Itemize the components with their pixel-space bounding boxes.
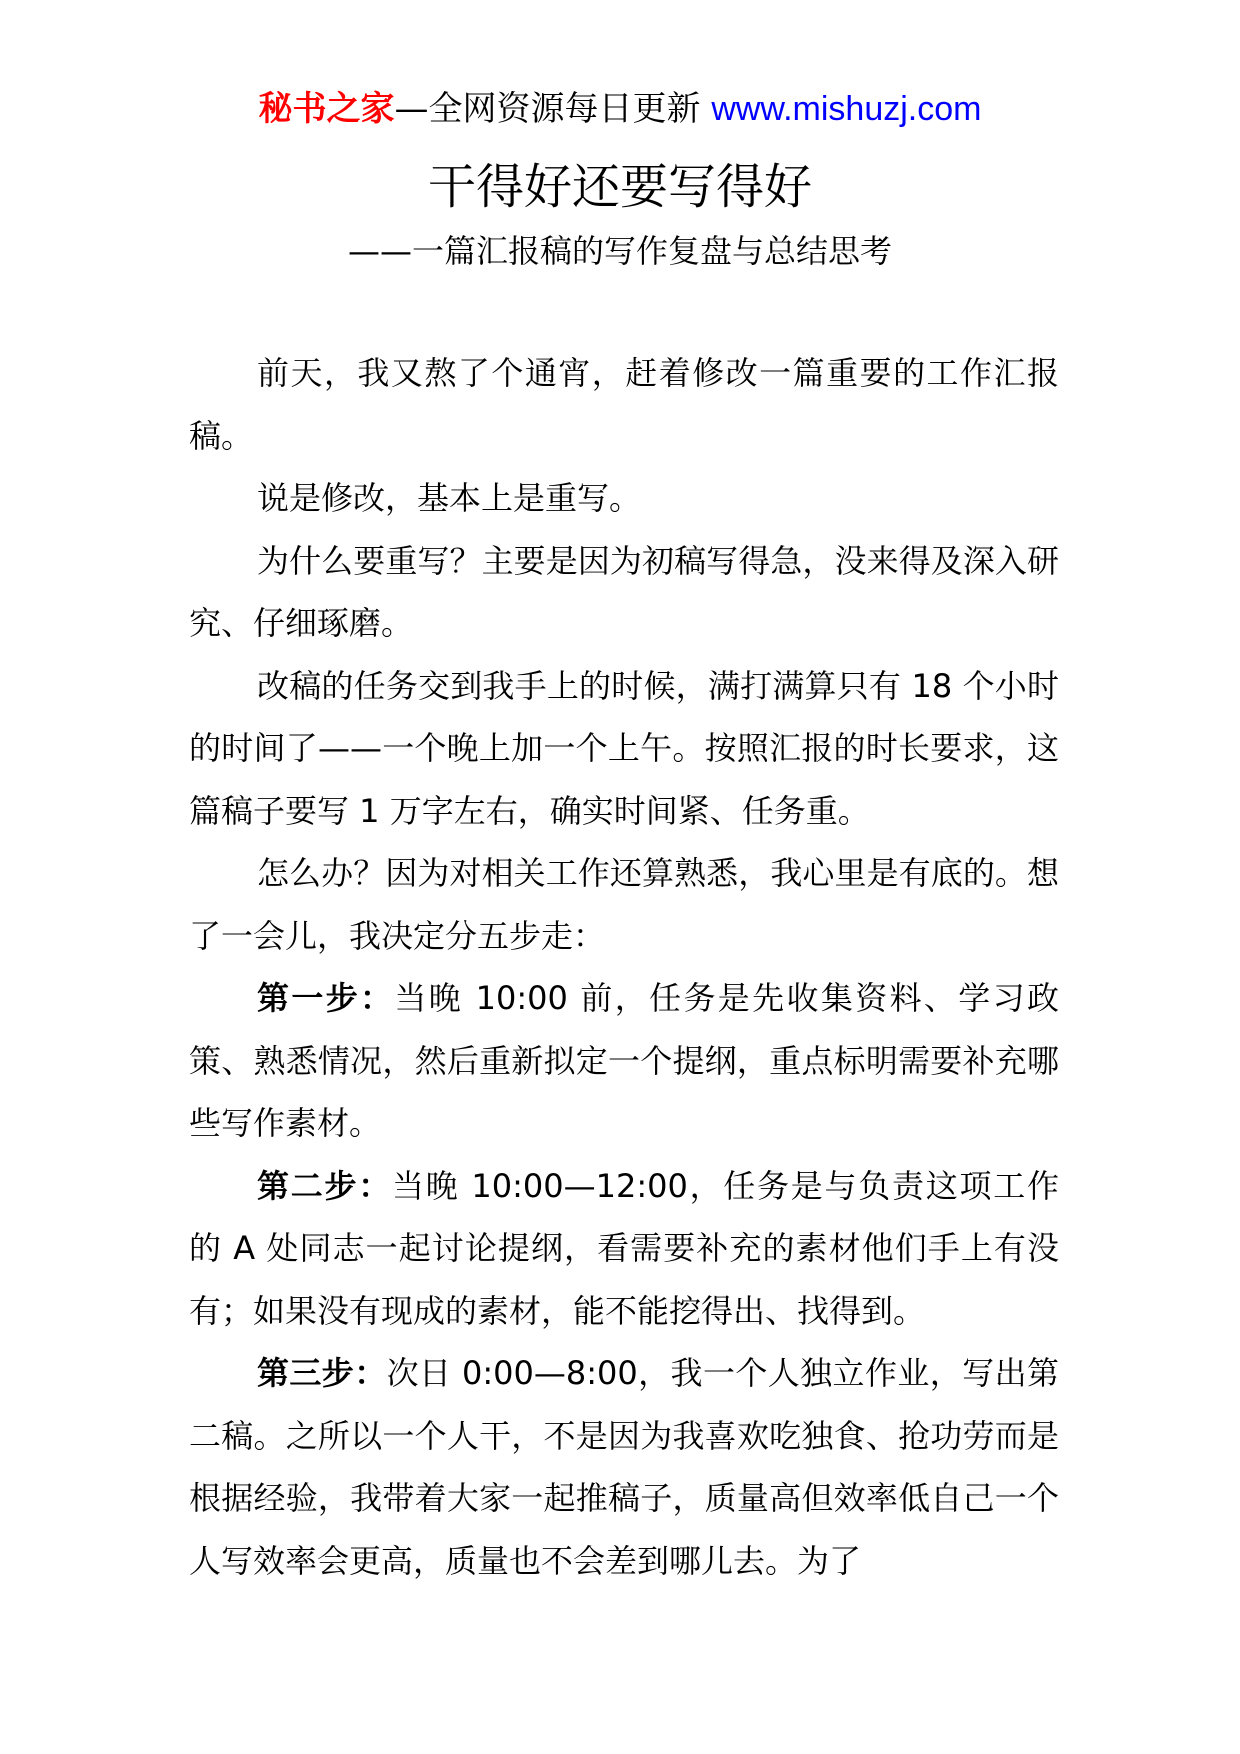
document-body — [189, 342, 1059, 1592]
step-label: 第三步： — [257, 1354, 387, 1392]
step-paragraph — [189, 1342, 1059, 1592]
step-text: 当晚 10:00 前，任务是先收集资料、学习政策、熟悉情况，然后重新拟定一个提纲，重点标明需要补充哪些写作素材。 — [189, 979, 1059, 1142]
paragraph: 怎么办？因为对相关工作还算熟悉，我心里是有底的。想了一会儿，我决定分五步走： — [189, 854, 1059, 955]
site-header — [0, 84, 1240, 134]
step-label: 第一步： — [257, 979, 395, 1017]
document-subtitle: ——一篇汇报稿的写作复盘与总结思考 — [347, 232, 892, 270]
step-text: 次日 0:00—8:00，我一个人独立作业，写出第二稿。之所以一个人干，不是因为我喜欢吃独食、抢功劳而是根据经验，我带着大家一起推稿子，质量高但效率低自己一个人写效率会更高，质量也不会差到哪儿去。为了 — [189, 1354, 1059, 1580]
step-text: 当晚 10:00—12:00，任务是与负责这项工作的 A 处同志一起讨论提纲，看需要补充的素材他们手上有没有；如果没有现成的素材，能不能挖得出、找得到。 — [189, 1166, 1059, 1330]
paragraph: 前天，我又熬了个通宵，赶着修改一篇重要的工作汇报稿。 — [189, 354, 1059, 455]
site-url-link[interactable]: www.mishuzj.com — [711, 90, 982, 128]
site-name: 秘书之家 — [258, 89, 395, 129]
step-paragraph — [189, 1155, 1059, 1343]
step-paragraph — [189, 967, 1059, 1155]
document-title: 干得好还要写得好 — [427, 159, 812, 215]
site-tagline: —全网资源每日更新 — [394, 89, 712, 129]
paragraph: 为什么要重写？主要是因为初稿写得急，没来得及深入研究、仔细琢磨。 — [189, 541, 1059, 642]
paragraph: 说是修改，基本上是重写。 — [257, 479, 642, 517]
paragraph: 改稿的任务交到我手上的时候，满打满算只有 18 个小时的时间了——一个晚上加一个上午。按照汇报的时长要求，这篇稿子要写 1 万字左右，确实时间紧、任务重。 — [189, 666, 1059, 830]
step-label: 第二步： — [257, 1166, 392, 1205]
